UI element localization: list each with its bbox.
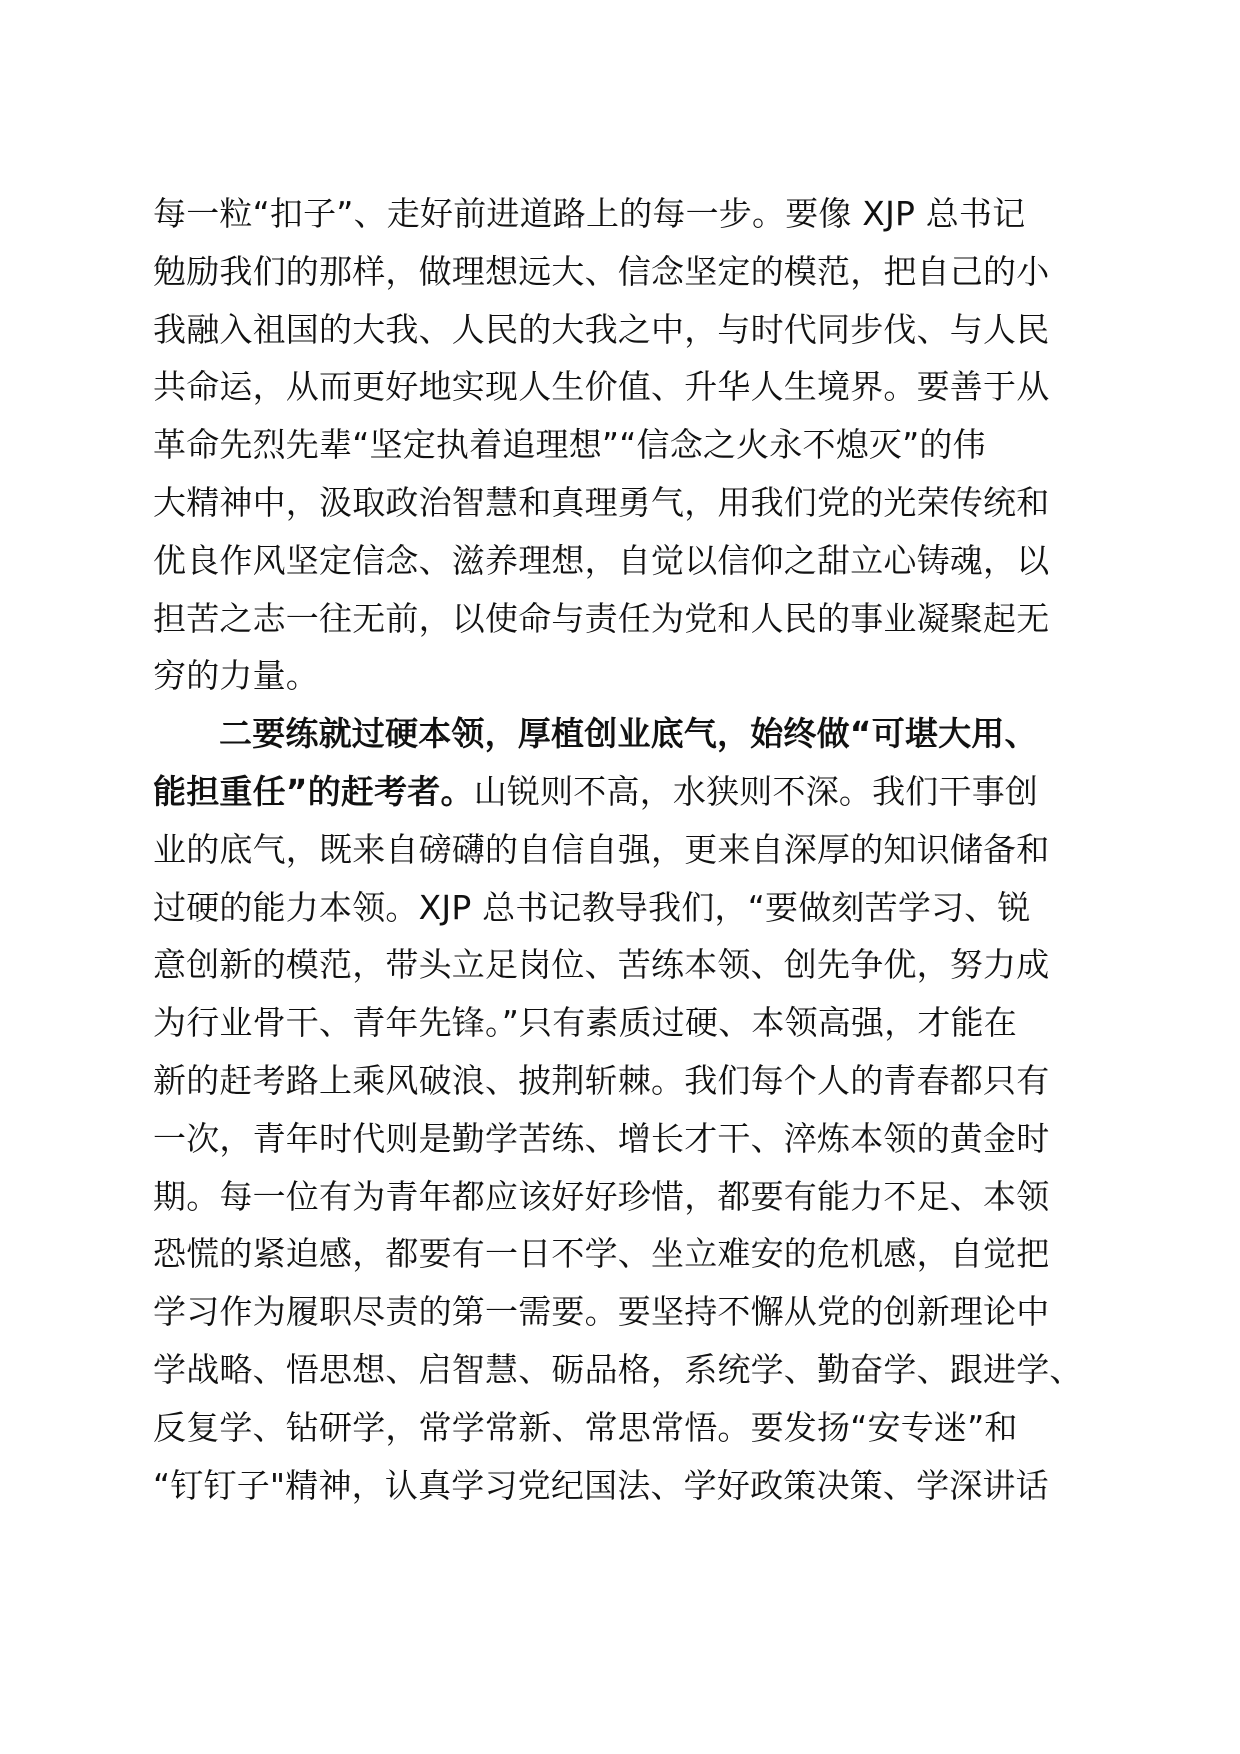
paragraph-start: 山锐则不高，水狭则不深。我们干事创 xyxy=(473,771,1039,811)
text-line: 学习作为履职尽责的第一需要。要坚持不懈从党的创新理论中 xyxy=(153,1292,1050,1332)
text-line: 共命运，从而更好地实现人生价值、升华人生境界。要善于从 xyxy=(153,367,1050,407)
text-line: 业的底气，既来自磅礴的自信自强，更来自深厚的知识储备和 xyxy=(153,829,1050,869)
text-line: 勉励我们的那样，做理想远大、信念坚定的模范，把自己的小 xyxy=(153,251,1050,291)
text-line: 穷的力量。 xyxy=(153,656,319,696)
text-line: 期。每一位有为青年都应该好好珍惜，都要有能力不足、本领 xyxy=(153,1176,1050,1216)
text-line: 恐慌的紧迫感，都要有一日不学、坐立难安的危机感，自觉把 xyxy=(153,1234,1050,1274)
section-heading-line: 二要练就过硬本领，厚植创业底气，始终做“可堪大用、 xyxy=(219,714,1038,754)
section-heading-line-mixed xyxy=(153,763,1083,821)
text-line: 学战略、悟思想、启智慧、砺品格，系统学、勤奋学、跟进学、 xyxy=(153,1349,1083,1389)
text-line: 每一粒“扣子”、走好前进道路上的每一步。要像 XJP 总书记 xyxy=(153,194,1026,233)
section-heading-tail: 能担重任”的赶考者。 xyxy=(153,771,474,811)
text-line: 反复学、钻研学，常学常新、常思常悟。要发扬“安专迷”和 xyxy=(153,1407,1018,1447)
text-line: “钉钉子"精神，认真学习党纪国法、学好政策决策、学深讲话 xyxy=(153,1465,1049,1505)
text-line: 为行业骨干、青年先锋。”只有素质过硬、本领高强，才能在 xyxy=(153,1003,1017,1043)
text-line: 担苦之志一往无前，以使命与责任为党和人民的事业凝聚起无 xyxy=(153,598,1050,638)
text-line: 我融入祖国的大我、人民的大我之中，与时代同步伐、与人民 xyxy=(153,309,1050,349)
text-line: 革命先烈先辈“坚定执着追理想”“信念之火永不熄灭”的伟 xyxy=(153,425,986,465)
text-line: 意创新的模范，带头立足岗位、苦练本领、创先争优，努力成 xyxy=(153,945,1050,985)
text-line: 优良作风坚定信念、滋养理想，自觉以信仰之甜立心铸魂，以 xyxy=(153,540,1050,580)
text-line: 新的赶考路上乘风破浪、披荆斩棘。我们每个人的青春都只有 xyxy=(153,1060,1050,1100)
text-line: 过硬的能力本领。XJP 总书记教导我们，“要做刻苦学习、锐 xyxy=(153,887,1031,927)
text-line: 一次，青年时代则是勤学苦练、增长才干、淬炼本领的黄金时 xyxy=(153,1118,1050,1158)
text-line: 大精神中，汲取政治智慧和真理勇气，用我们党的光荣传统和 xyxy=(153,482,1050,522)
body-text xyxy=(153,185,1083,1514)
